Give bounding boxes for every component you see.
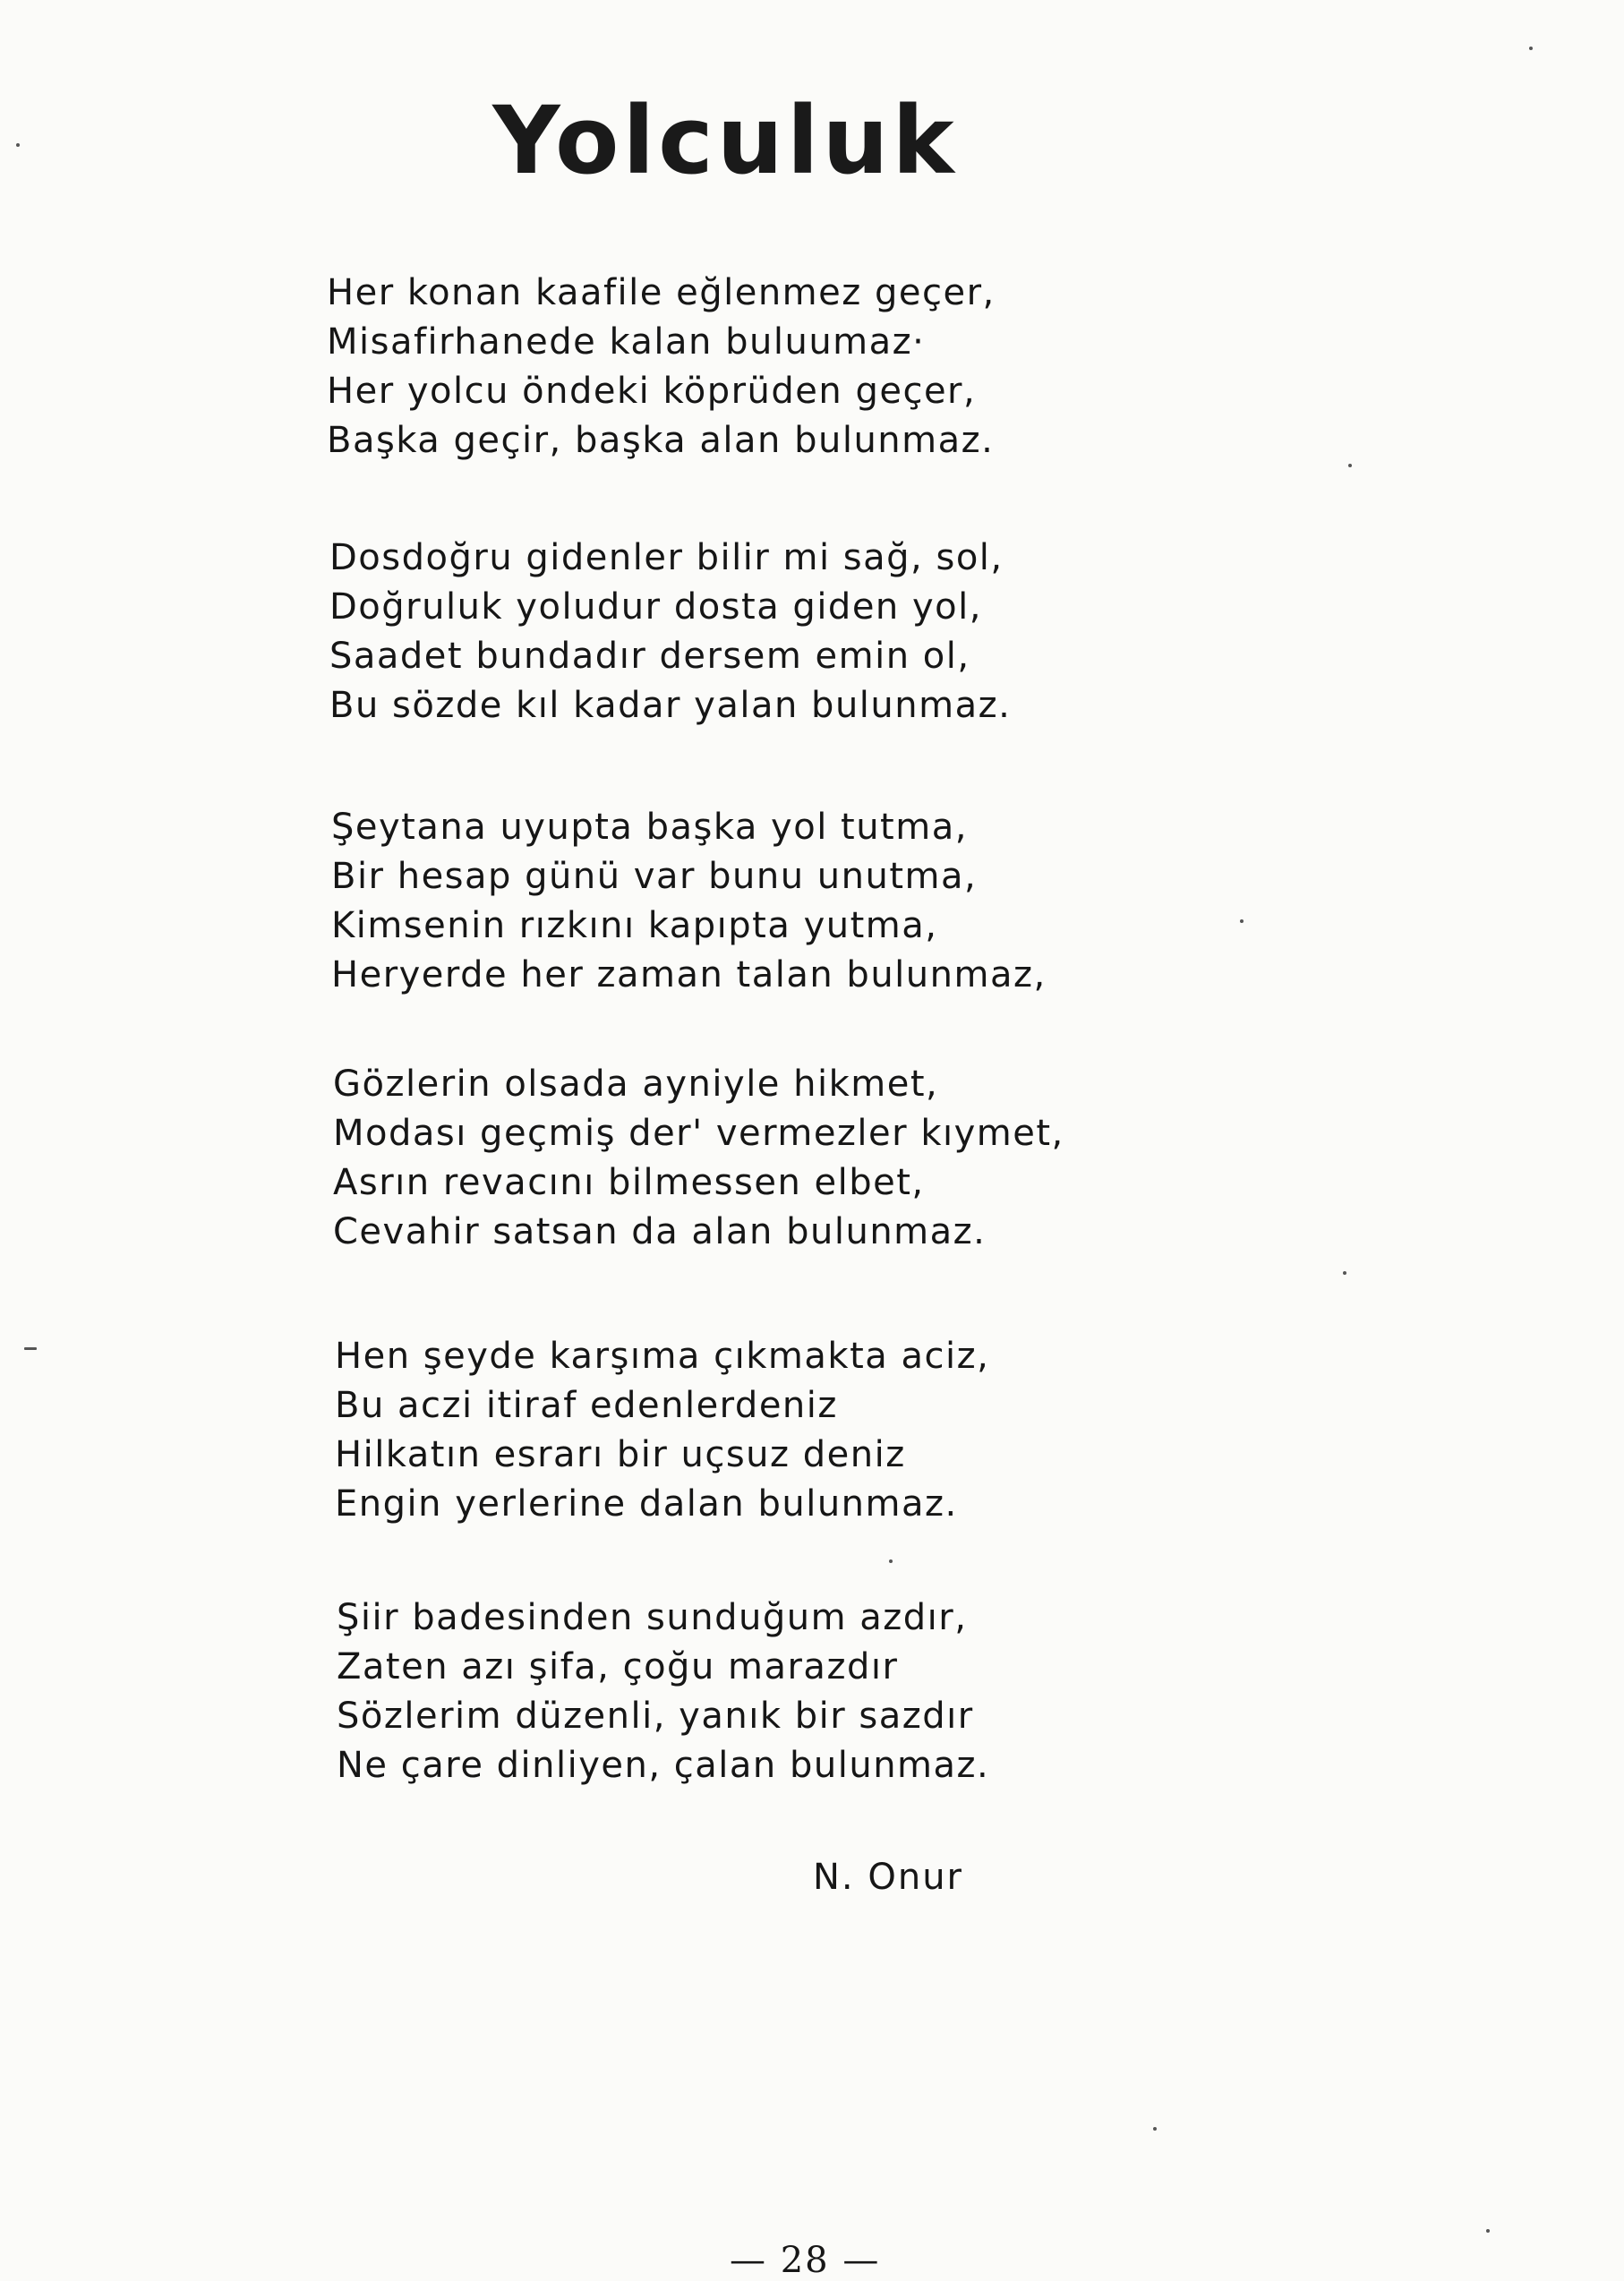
poem-title: Yolculuk [492, 86, 958, 195]
stanza-line: Saadet bundadır dersem emin ol, [329, 636, 970, 677]
stanza-line: Hilkatın esrarı bir uçsuz deniz [335, 1434, 906, 1475]
stanza-line: Gözlerin olsada ayniyle hikmet, [333, 1064, 939, 1105]
page-number: — 28 — [730, 2240, 881, 2281]
author-signature: N. Onur [813, 1857, 963, 1898]
stanza-line: Ne çare dinliyen, çalan bulunmaz. [337, 1745, 990, 1786]
stanza-line: Bir hesap günü var bunu unutma, [331, 856, 978, 897]
stanza-line: Şeytana uyupta başka yol tutma, [331, 807, 968, 848]
scan-speck [1486, 2229, 1490, 2233]
scan-speck [1343, 1271, 1346, 1275]
scan-speck [1240, 919, 1244, 923]
stanza-4 [333, 1060, 1228, 1257]
stanza-3 [331, 803, 1227, 1000]
stanza-line: Dosdoğru gidenler bilir mi sağ, sol, [329, 537, 1004, 578]
scan-speck [889, 1559, 893, 1563]
stanza-line: Her yolcu öndeki köprüden geçer, [327, 371, 977, 412]
stanza-2 [329, 534, 1225, 730]
scan-speck [1153, 2127, 1157, 2131]
stanza-line: Sözlerim düzenli, yanık bir sazdır [337, 1696, 974, 1737]
stanza-1 [327, 269, 1222, 466]
stanza-line: Kimsenin rızkını kapıpta yutma, [331, 905, 938, 946]
stanza-line: Doğruluk yoludur dosta giden yol, [329, 586, 982, 628]
stanza-line: Engin yerlerine dalan bulunmaz. [335, 1483, 958, 1525]
stanza-5 [335, 1332, 1230, 1529]
stanza-line: Bu sözde kıl kadar yalan bulunmaz. [329, 685, 1012, 726]
stanza-line: Her konan kaafile eğlenmez geçer, [327, 272, 996, 313]
stanza-line: Heryerde her zaman talan bulunmaz, [331, 954, 1047, 995]
stanza-line: Zaten azı şifa, çoğu marazdır [337, 1646, 899, 1687]
scan-speck [24, 1347, 37, 1350]
stanza-line: Bu aczi itiraf edenlerdeniz [335, 1385, 838, 1426]
stanza-line: Şiir badesinden sunduğum azdır, [337, 1597, 968, 1638]
stanza-line: Modası geçmiş der' vermezler kıymet, [333, 1113, 1064, 1154]
stanza-line: Başka geçir, başka alan bulunmaz. [327, 420, 995, 461]
stanza-6 [337, 1593, 1232, 1790]
scan-speck [1529, 47, 1533, 50]
stanza-line: Hen şeyde karşıma çıkmakta aciz, [335, 1336, 990, 1377]
stanza-line: Asrın revacını bilmessen elbet, [333, 1162, 925, 1203]
stanza-line: Cevahir satsan da alan bulunmaz. [333, 1211, 987, 1252]
scan-speck [1348, 464, 1352, 467]
stanza-line: Misafirhanede kalan buluumaz· [327, 321, 926, 363]
scan-speck [16, 143, 20, 147]
